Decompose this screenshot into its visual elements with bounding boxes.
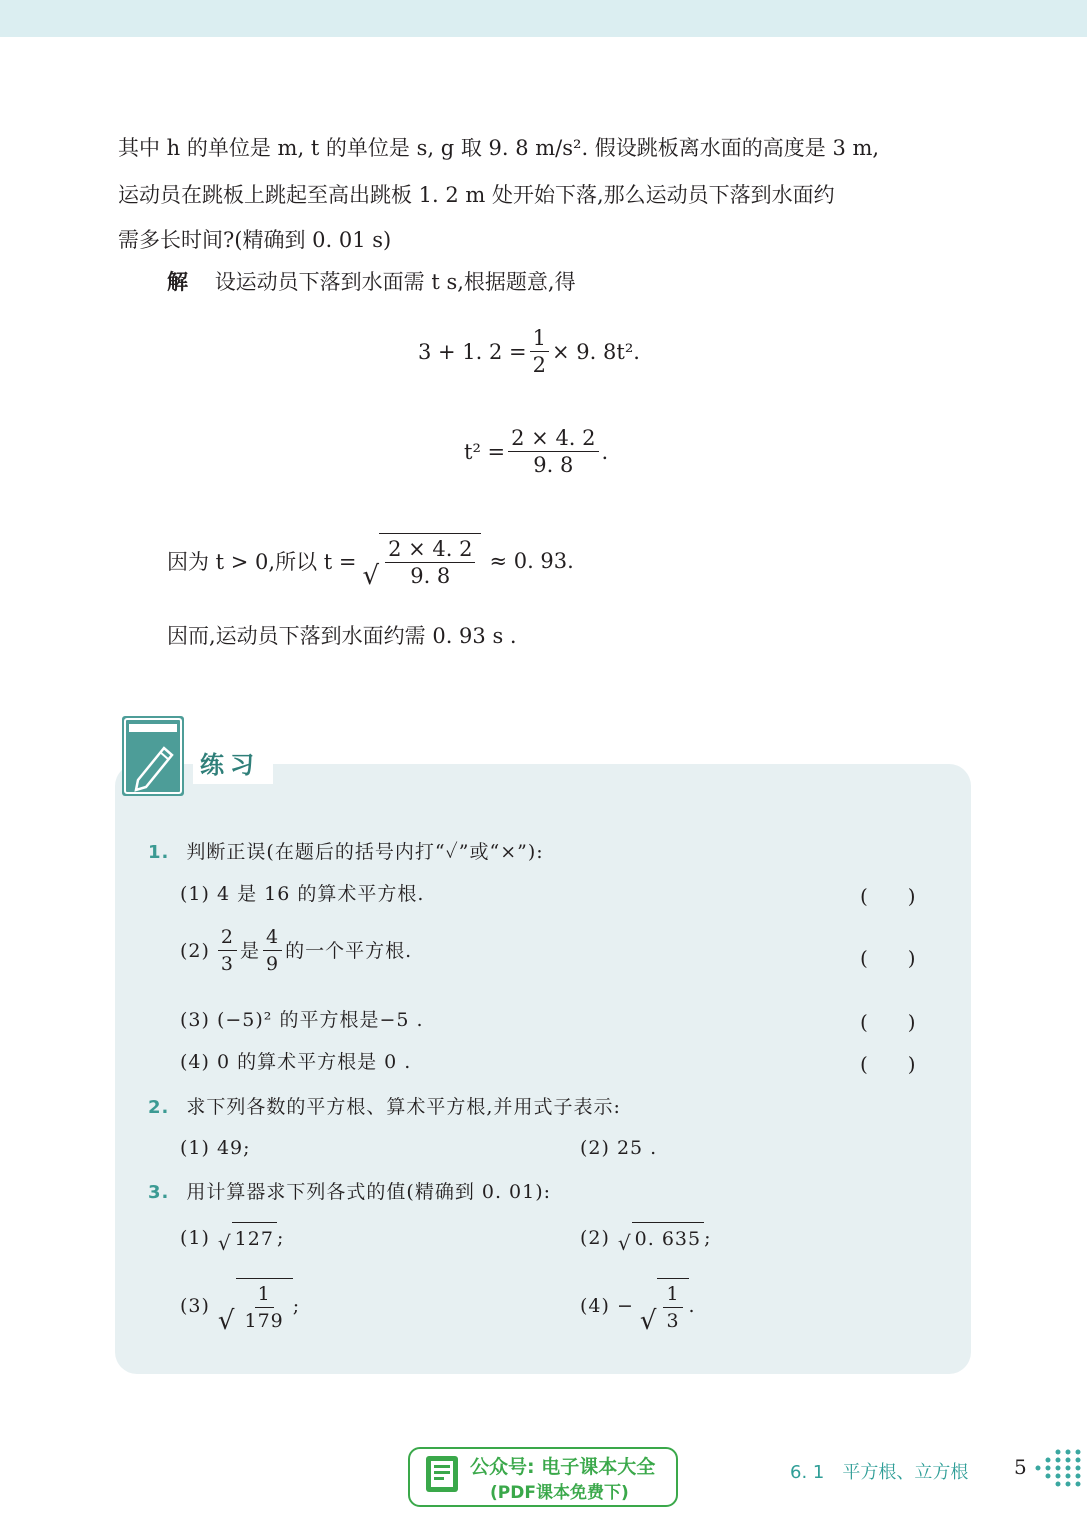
solution-intro: 设运动员下落到水面需 t s,根据题意,得 (214, 270, 576, 294)
eq3-right: ≈ 0. 93. (489, 549, 574, 573)
equation-1 (418, 325, 640, 378)
q3-c-sqrt: √ $\frac{1}{179}$ (218, 1278, 293, 1334)
eq2-left: t² = (464, 439, 506, 464)
eq3-num: 2 × 4. 2 (385, 536, 475, 563)
section-title: 6. 1 平方根、立方根 (790, 1462, 969, 1483)
q1-item-2-frac-2: $\frac{4}{9}$ (263, 924, 282, 977)
q1-number: 1. (148, 842, 170, 863)
q1-item-3: (3) (−5)² 的平方根是−5 . (180, 1009, 424, 1031)
eq3-fraction (385, 536, 475, 589)
q1-item-2: (2) $\frac{2}{3}$ 是 $\frac{4}{9}$ 的一个平方根. (180, 926, 413, 975)
q3-d-sqrt: √ $\frac{1}{3}$ (640, 1278, 689, 1334)
q1-item-4: (4) 0 的算术平方根是 0 . (180, 1051, 412, 1073)
eq2-den: 9. 8 (533, 453, 574, 477)
equation-3 (167, 533, 574, 589)
q3-text: 用计算器求下列各式的值(精确到 0. 01): (186, 1181, 552, 1203)
solution-intro-row (167, 267, 576, 297)
eq1-right: × 9. 8t². (552, 339, 640, 364)
badge-line-1: 公众号: 电子课本大全 (470, 1456, 656, 1478)
exercise-notebook-icon (120, 714, 188, 798)
q1-item-2-label: (2) (180, 939, 210, 962)
top-banner (0, 0, 1087, 37)
eq3-sqrt (362, 533, 481, 589)
book-logo-icon (422, 1452, 462, 1502)
q1-row (148, 838, 544, 867)
dot-grid-icon (1034, 1448, 1084, 1488)
solution-conclusion: 因而,运动员下落到水面约需 0. 93 s . (167, 624, 517, 648)
q3-b-sqrt: √ 0. 635 (618, 1222, 704, 1253)
q3-number: 3. (148, 1182, 170, 1203)
q3-item-d: (4) − √ $\frac{1}{3}$ . (580, 1278, 696, 1334)
eq1-fraction (530, 325, 549, 378)
eq2-end: . (601, 439, 609, 464)
q1-answer-paren-1[interactable]: ( ) (860, 884, 916, 908)
radical-sign-icon: √ (639, 1306, 658, 1336)
radical-sign-icon: √ (362, 561, 380, 591)
q3-item-b: (2) √ 0. 635 ; (580, 1222, 712, 1253)
q3-a-sqrt: √ 127 (218, 1222, 277, 1253)
badge-line-2: (PDF课本免费下) (490, 1483, 629, 1503)
q1-item-2-frac-1: $\frac{2}{3}$ (218, 924, 237, 977)
q1-answer-paren-3[interactable]: ( ) (860, 1010, 916, 1034)
page-number: 5 (1014, 1455, 1027, 1479)
q2-item-a: (1) 49; (180, 1137, 251, 1159)
equation-2 (464, 425, 608, 478)
eq2-num: 2 × 4. 2 (508, 425, 598, 452)
exercise-title: 练习 (200, 751, 260, 779)
q2-text: 求下列各数的平方根、算术平方根,并用式子表示: (186, 1096, 621, 1118)
q2-number: 2. (148, 1097, 170, 1118)
radical-sign-icon: √ (617, 1231, 632, 1255)
q3-row (148, 1178, 551, 1207)
q1-answer-paren-2[interactable]: ( ) (860, 946, 916, 970)
problem-line-3: 需多长时间?(精确到 0. 01 s) (118, 228, 392, 252)
solution-label: 解 (167, 270, 188, 294)
eq2-fraction (508, 425, 598, 478)
q3-item-a: (1) √ 127 ; (180, 1222, 284, 1253)
eq3-left: 因为 t > 0,所以 t = (167, 550, 357, 574)
radical-sign-icon: √ (217, 1231, 232, 1255)
problem-line-2: 运动员在跳板上跳起至高出跳板 1. 2 m 处开始下落,那么运动员下落到水面约 (118, 183, 835, 207)
q1-answer-paren-4[interactable]: ( ) (860, 1052, 916, 1076)
eq3-den: 9. 8 (410, 564, 451, 588)
eq1-num: 1 (530, 325, 549, 352)
q2-item-b: (2) 25 . (580, 1137, 658, 1159)
q1-item-1: (1) 4 是 16 的算术平方根. (180, 883, 425, 905)
problem-line-1: 其中 h 的单位是 m, t 的单位是 s, g 取 9. 8 m/s². 假设跳板离水面的高度是 3 m, (118, 136, 880, 160)
q2-row (148, 1093, 621, 1122)
q3-item-c: (3) √ $\frac{1}{179}$ ; (180, 1278, 300, 1334)
q1-text: 判断正误(在题后的括号内打“✓”或“×”): (186, 841, 544, 863)
eq1-den: 2 (532, 353, 547, 377)
radical-sign-icon: √ (217, 1306, 236, 1336)
eq1-left: 3 + 1. 2 = (418, 339, 527, 364)
